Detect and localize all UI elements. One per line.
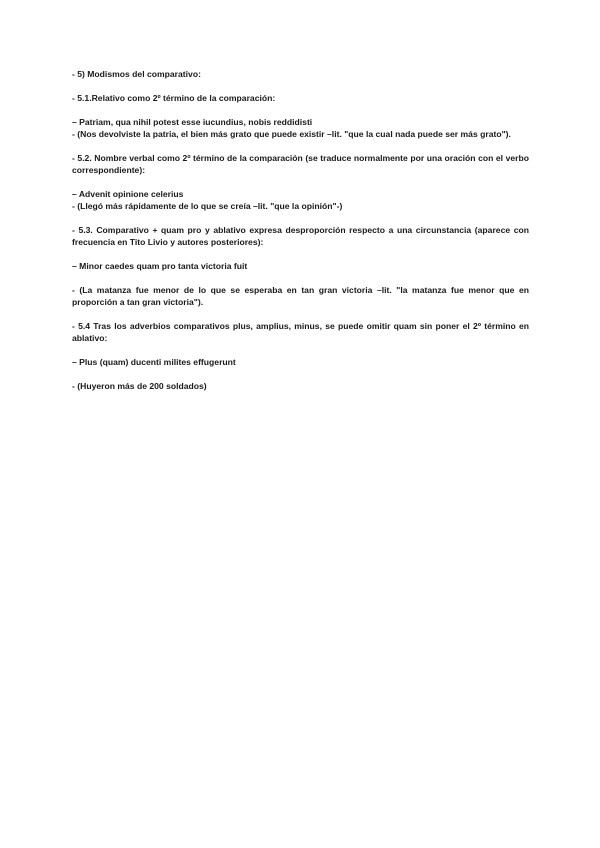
section-5-3-title: - 5.3. Comparativo + quam pro y ablativo expresa desproporción respecto a una circunstancia (aparece con frecuencia en Tito Livio y autores posteriores): [72,225,529,247]
section-5-2-title: - 5.2. Nombre verbal como 2º término de la comparación (se traduce normalmente por una oración con el verbo correspondiente): [72,153,529,175]
section-5-1-translation: - (Nos devolviste la patria, el bien más grato que puede existir –lit. "que la cual nada puede ser más grato"). [72,129,511,139]
section-5-3-translation: - (La matanza fue menor de lo que se esperaba en tan gran victoria –lit. "la matanza fue menor que en proporción a tan gran victoria"). [72,285,529,307]
section-5-1-title: - 5.1.Relativo como 2º término de la comparación: [72,93,276,103]
section-5-3-example: – Minor caedes quam pro tanta victoria fuit [72,261,248,271]
section-5-4-title: - 5.4 Tras los adverbios comparativos plus, amplius, minus, se puede omitir quam sin poner el 2º término en ablativo: [72,321,529,343]
section-5-1-example: – Patriam, qua nihil potest esse iucundius, nobis reddidisti [72,117,313,127]
section-5-4-translation: - (Huyeron más de 200 soldados) [72,381,207,391]
section-heading: - 5) Modismos del comparativo: [72,69,201,79]
document-page [72,68,529,392]
section-5-2-example: – Advenit opinione celerius [72,189,184,199]
section-5-2-translation: - (Llegó más rápidamente de lo que se creía –lit. "que la opinión"-) [72,201,343,211]
section-5-4-example: – Plus (quam) ducenti milites effugerunt [72,357,236,367]
